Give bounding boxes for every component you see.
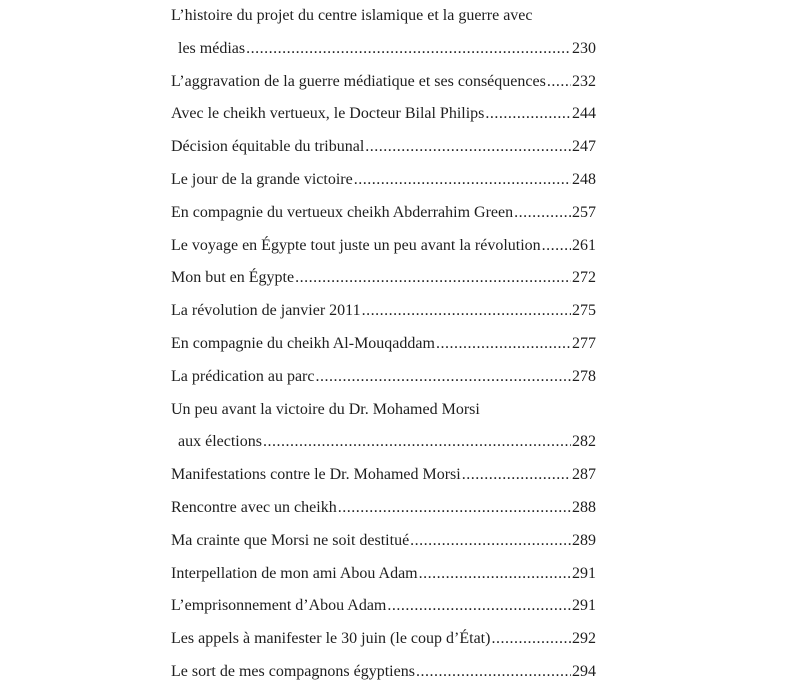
toc-entry-title: Ma crainte que Morsi ne soit destitué xyxy=(171,531,410,549)
dot-leader xyxy=(485,98,571,131)
dot-leader xyxy=(416,656,571,689)
toc-entry-page: 230 xyxy=(572,39,596,57)
toc-entry-line xyxy=(171,328,596,361)
dot-leader xyxy=(338,492,571,525)
toc-entry-line xyxy=(171,623,596,656)
toc-entry-title-line xyxy=(171,394,596,427)
dot-leader xyxy=(462,459,571,492)
toc-entry xyxy=(171,197,596,230)
toc-entry-page: 244 xyxy=(572,105,596,123)
toc-entry-title: Avec le cheikh vertueux, le Docteur Bilal Philips xyxy=(171,105,485,123)
toc-entry-page: 261 xyxy=(572,236,596,254)
toc-entry xyxy=(171,230,596,263)
toc-entry-title-continued: les médias xyxy=(178,39,246,57)
toc-entry-page: 248 xyxy=(572,170,596,188)
dot-leader xyxy=(436,328,571,361)
toc-entry-line xyxy=(171,262,596,295)
toc-entry-line xyxy=(171,164,596,197)
toc-entry-page: 288 xyxy=(572,498,596,516)
toc-entry-page: 282 xyxy=(572,433,596,451)
dot-leader xyxy=(315,361,571,394)
toc-entry-title: La prédication au parc xyxy=(171,367,315,385)
toc-entry-title: L’emprisonnement d’Abou Adam xyxy=(171,597,387,615)
toc-entry-title-line xyxy=(171,0,596,33)
toc-entry xyxy=(171,131,596,164)
toc-entry xyxy=(171,361,596,394)
toc-entry-line xyxy=(171,197,596,230)
table-of-contents xyxy=(171,0,596,689)
toc-entry-line xyxy=(171,230,596,263)
toc-entry-page: 277 xyxy=(572,334,596,352)
dot-leader xyxy=(354,164,571,197)
toc-entry-line xyxy=(171,656,596,689)
toc-entry-title: Décision équitable du tribunal xyxy=(171,138,365,156)
dot-leader xyxy=(365,131,571,164)
toc-entry-line xyxy=(171,558,596,591)
toc-entry-line xyxy=(171,426,596,459)
toc-entry-page: 287 xyxy=(572,466,596,484)
toc-entry-page: 275 xyxy=(572,302,596,320)
toc-entry xyxy=(171,459,596,492)
dot-leader xyxy=(362,295,571,328)
dot-leader xyxy=(542,230,571,263)
toc-entry-line xyxy=(171,492,596,525)
toc-entry-line xyxy=(171,459,596,492)
toc-entry xyxy=(171,590,596,623)
toc-entry-title: En compagnie du vertueux cheikh Abderrahim Green xyxy=(171,203,514,221)
toc-entry-title: La révolution de janvier 2011 xyxy=(171,302,361,320)
toc-entry-line xyxy=(171,33,596,66)
toc-entry-title: L’histoire du projet du centre islamique et la guerre avec xyxy=(171,7,533,24)
toc-entry-page: 272 xyxy=(572,269,596,287)
toc-entry xyxy=(171,623,596,656)
toc-entry xyxy=(171,328,596,361)
toc-entry-title-continued: aux élections xyxy=(178,433,262,451)
toc-entry-page: 291 xyxy=(572,597,596,615)
toc-entry-line xyxy=(171,525,596,558)
toc-entry-page: 247 xyxy=(572,138,596,156)
toc-entry-title: Un peu avant la victoire du Dr. Mohamed Morsi xyxy=(171,400,480,418)
toc-entry-title: Interpellation de mon ami Abou Adam xyxy=(171,564,418,582)
dot-leader xyxy=(410,525,571,558)
toc-entry xyxy=(171,0,596,66)
toc-entry xyxy=(171,98,596,131)
toc-entry-page: 289 xyxy=(572,531,596,549)
toc-entry-page: 292 xyxy=(572,630,596,648)
toc-entry xyxy=(171,558,596,591)
toc-entry-title: Mon but en Égypte xyxy=(171,269,295,287)
toc-entry-title: Les appels à manifester le 30 juin (le coup d’État) xyxy=(171,630,491,648)
toc-entry-line xyxy=(171,98,596,131)
toc-entry-title: En compagnie du cheikh Al-Mouqaddam xyxy=(171,334,435,352)
dot-leader xyxy=(295,262,571,295)
toc-entry-page: 278 xyxy=(572,367,596,385)
toc-entry xyxy=(171,295,596,328)
toc-entry xyxy=(171,525,596,558)
dot-leader xyxy=(246,33,571,66)
toc-entry xyxy=(171,394,596,460)
toc-entry xyxy=(171,66,596,99)
dot-leader xyxy=(547,66,571,99)
dot-leader xyxy=(263,426,571,459)
dot-leader xyxy=(491,623,571,656)
dot-leader xyxy=(419,558,571,591)
toc-entry-line xyxy=(171,361,596,394)
toc-entry-title: Le jour de la grande victoire xyxy=(171,170,353,188)
toc-entry-title: Le voyage en Égypte tout juste un peu avant la révolution xyxy=(171,236,541,254)
toc-entry-page: 232 xyxy=(572,72,596,90)
toc-entry-line xyxy=(171,66,596,99)
toc-entry xyxy=(171,164,596,197)
toc-entry-title: Rencontre avec un cheikh xyxy=(171,498,337,516)
toc-entry-line xyxy=(171,131,596,164)
toc-entry-title: L’aggravation de la guerre médiatique et ses conséquences xyxy=(171,72,546,90)
dot-leader xyxy=(387,590,571,623)
toc-entry-page: 291 xyxy=(572,564,596,582)
toc-entry-title: Le sort de mes compagnons égyptiens xyxy=(171,662,415,680)
toc-entry-page: 294 xyxy=(572,662,596,680)
toc-entry-title: Manifestations contre le Dr. Mohamed Morsi xyxy=(171,466,461,484)
toc-entry xyxy=(171,262,596,295)
toc-entry-page: 257 xyxy=(572,203,596,221)
toc-entry-line xyxy=(171,295,596,328)
toc-entry-line xyxy=(171,590,596,623)
dot-leader xyxy=(514,197,571,230)
toc-entry xyxy=(171,656,596,689)
toc-entry xyxy=(171,492,596,525)
